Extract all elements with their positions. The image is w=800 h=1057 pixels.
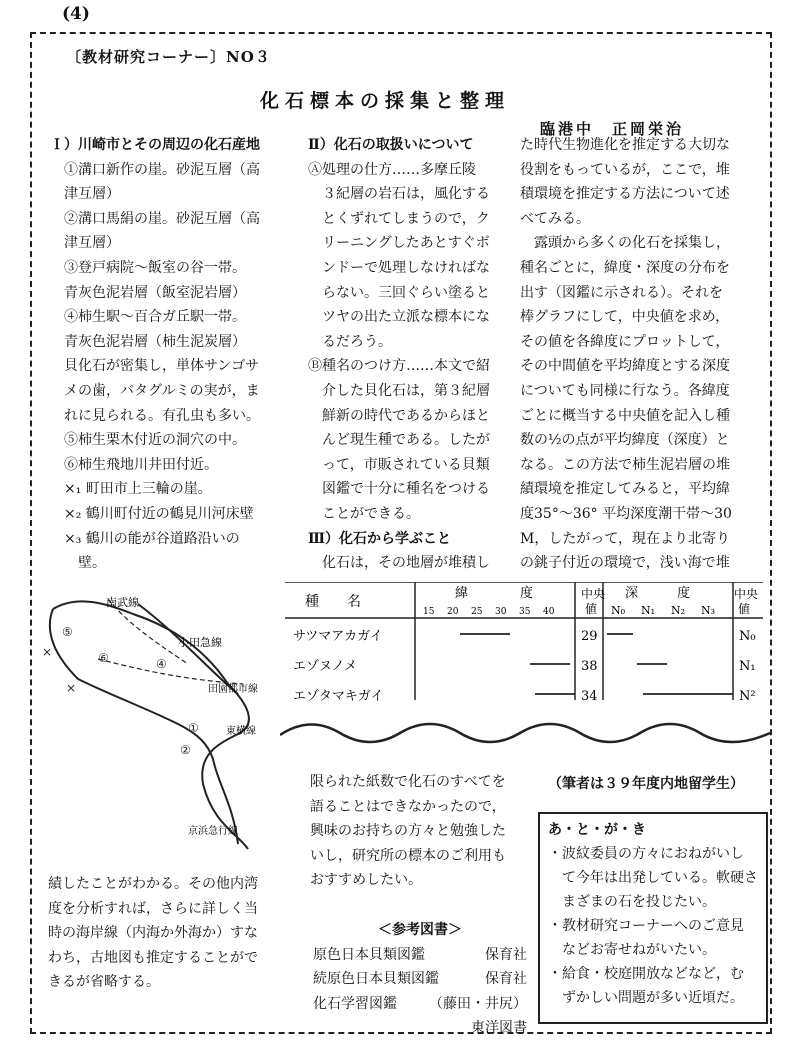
map-site-4: ④ (156, 657, 167, 671)
col2-line: Ⓑ種名のつけ方……本文で紹 (308, 358, 490, 375)
depth-tick: N₁ (641, 604, 656, 617)
reference-publisher: 保育社 (485, 971, 527, 987)
reference-last-publisher: 東洋図書 (471, 1020, 527, 1036)
latitude-center: 38 (581, 659, 598, 674)
afterword-line: ずかしい問題が多い近頃だ。 (548, 990, 744, 1006)
col2-line: ことができる。 (308, 505, 420, 522)
col2-line: んど現生種である。したが (308, 432, 490, 449)
col2-line: Ⅱ）化石の取扱いについて (308, 137, 474, 153)
col1-line: ⑤柿生栗木付近の洞穴の中。 (50, 432, 246, 449)
col1-line: 貝化石が密集し，単体サンゴサ (50, 358, 260, 375)
map-site-2: ② (180, 743, 191, 757)
col2-line: Ⅲ）化石から学ぶこと (308, 530, 452, 547)
depth-tick: N₂ (671, 604, 686, 617)
col1-line: 青灰色泥岩層（飯室泥岩層） (50, 284, 246, 301)
col1-line: 青灰色泥岩層（柿生泥炭層） (50, 333, 246, 350)
map-site-6: ⑥ (98, 651, 109, 665)
col2-line: 図鑑で十分に種名をつける (308, 481, 490, 498)
col3-line: 種名ごとに，緯度・深度の分布を (520, 259, 730, 276)
column-1 (50, 133, 300, 576)
col2-line: 介した貝化石は，第３紀層 (308, 382, 490, 399)
column-3 (520, 133, 775, 576)
latitude-tick: 25 (471, 607, 483, 617)
table-header-center1-a: 中央 (581, 587, 606, 601)
latitude-tick: 35 (519, 607, 531, 617)
col3-line: についても同様に行なう。各緯度 (520, 382, 730, 399)
col1-line: Ｉ）川崎市とその周辺の化石産地 (50, 137, 260, 153)
col2-line: ンドーで処理しなければな (308, 259, 490, 276)
wave-divider (280, 715, 780, 755)
col1-line: ①溝口新作の崖。砂泥互層（高 (50, 161, 260, 178)
table-header-species: 種 名 (305, 594, 361, 610)
species-name: エゾタマキガイ (293, 689, 384, 704)
bottom-line: 時の海岸線（内海か外海か）すな (48, 925, 258, 942)
bottom-paragraph (48, 872, 258, 995)
latitude-center: 29 (581, 629, 598, 644)
depth-tick: N₃ (701, 604, 716, 617)
afterword-line: あ・と・が・き (548, 822, 646, 838)
fossil-site-map (38, 584, 283, 854)
afterword-line: て今年は出発している。軟硬さ (548, 870, 758, 886)
col3-line: その値を各緯度にプロットして， (520, 333, 730, 350)
map-site-5: ⑤ (62, 625, 73, 639)
bottom-line: わち，古地図も推定することがで (48, 949, 258, 966)
closing-line: いし，研究所の標本のご利用も (310, 847, 506, 864)
closing-line: 語ることはできなかったので， (310, 798, 506, 815)
table-header-center2-b: 値 (738, 602, 751, 616)
col3-line: なる。この方法で柿生泥岩層の堆 (520, 456, 730, 473)
latitude-tick: 30 (495, 607, 507, 617)
col1-line: 津互層） (50, 235, 120, 252)
col1-line: ×₁ 町田市上三輪の崖。 (50, 481, 212, 498)
col3-line: 数の½の点が平均緯度（深度）と (520, 432, 730, 449)
author-note: （筆者は３９年度内地留学生） (548, 776, 744, 792)
afterword-box (538, 812, 768, 1024)
col1-line: ⑥柿生飛地川井田付近。 (50, 456, 218, 473)
bottom-line: 度を分析すれば，さらに詳しく当 (48, 900, 258, 917)
col2-line: Ⓐ処理の仕方……多摩丘陵 (308, 161, 476, 178)
col2-line: って，市販されている貝類 (308, 456, 490, 473)
reference-item (313, 967, 527, 992)
col2-line: 鮮新の時代であるからほと (308, 407, 490, 424)
depth-tick: N₀ (611, 604, 626, 617)
depth-center: N₀ (739, 629, 756, 644)
afterword-line: ・波紋委員の方々におねがいし (548, 846, 744, 862)
reference-title: 続原色日本貝類図鑑 (313, 971, 439, 987)
col1-line: ×₂ 鶴川町付近の鶴見川河床壁 (50, 505, 254, 522)
col3-line: ごとに概当する中央値を記入し種 (520, 407, 730, 424)
col3-line: 露頭から多くの化石を採集し， (520, 235, 730, 252)
latitude-tick: 15 (423, 607, 435, 617)
depth-center: N² (739, 689, 756, 704)
col1-line: 壁。 (50, 555, 106, 572)
col3-line: 役割をもっているが，ここで，堆 (520, 161, 730, 178)
reference-publisher: 保育社 (485, 946, 527, 963)
references (313, 918, 527, 1041)
bottom-line: 績したことがわかる。その他内湾 (48, 876, 258, 892)
article-title: 化石標本の採集と整理 (260, 90, 511, 112)
col2-line: ３紀層の岩石は，風化する (308, 186, 490, 203)
author: 臨港中 正岡栄治 (540, 120, 685, 138)
latitude-tick: 40 (543, 607, 555, 617)
afterword-line: まざまの石を投じたい。 (548, 894, 716, 910)
col1-line: れに見られる。有孔虫も多い。 (50, 407, 260, 424)
table-header-depth: 深 度 (625, 586, 691, 601)
reference-title: 原色日本貝類図鑑 (313, 946, 425, 963)
latitude-tick: 20 (447, 607, 459, 617)
fossil-table (285, 582, 765, 712)
species-name: エゾヌノメ (293, 659, 357, 674)
col1-line: ③登戸病院〜飯室の谷一帯。 (50, 259, 246, 276)
table-header-latitude: 緯 度 (455, 586, 534, 601)
closing-line: 限られた紙数で化石のすべてを (310, 774, 506, 790)
map-site-x1: × (42, 645, 53, 659)
col3-line: 出す（図鑑に示される）。それを (520, 284, 723, 301)
col3-line: M，したがって，現在より北寄り (520, 530, 731, 547)
col2-line: ツヤの出た立派な標本にな (308, 309, 490, 326)
species-name: サツマアカガイ (293, 629, 383, 644)
col1-line: ②溝口馬絹の崖。砂泥互層（高 (50, 210, 260, 227)
col2-line: 化石は，その地層が堆積し (308, 555, 490, 572)
col3-line: 積環境を推定する方法について述 (520, 186, 730, 203)
col3-line: 度35°〜36° 平均深度潮干帯〜30 (520, 505, 732, 522)
col2-line: リーニングしたあとすぐボ (308, 235, 490, 252)
map-site-x2: × (66, 681, 77, 695)
col2-line: るだろう。 (308, 333, 392, 350)
table-header-center2-a: 中央 (734, 587, 759, 601)
afterword-line: ・給食・校庭開放などなど，む (548, 966, 744, 982)
map-label-line4: 東横線 (226, 726, 256, 737)
corner-heading: 〔教材研究コーナー〕NO３ (66, 48, 271, 66)
depth-center: N₁ (739, 659, 756, 674)
col1-line: 津互層） (50, 186, 120, 203)
bottom-line: きるが省略する。 (48, 974, 160, 991)
closing-paragraph (310, 770, 506, 893)
col2-line: とくずれてしまうので，ク (308, 210, 490, 227)
col1-line: メの歯，バタグルミの実が，ま (50, 382, 260, 399)
reference-publisher: （藤田・井尻） (429, 995, 527, 1012)
reference-item (313, 992, 527, 1017)
references-title: ＜参考図書＞ (378, 922, 462, 938)
col1-line: ×₃ 鶴川の能が谷道路沿いの (50, 530, 240, 547)
map-label-line3: 田園都市線 (208, 684, 258, 695)
col3-line: 棒グラフにして，中央値を求め， (520, 309, 730, 326)
closing-line: 興味のお持ちの方々と勉強した (310, 823, 506, 839)
col1-line: ④柿生駅〜百合ガ丘駅一帯。 (50, 309, 246, 326)
col3-line: べてみる。 (520, 210, 590, 227)
closing-line: おすすめしたい。 (310, 872, 423, 888)
column-2 (308, 133, 518, 576)
latitude-center: 34 (581, 689, 598, 704)
afterword-line: などお寄せねがいたい。 (548, 942, 716, 958)
col3-line: の銚子付近の環境で，浅い海で堆 (520, 555, 730, 572)
afterword-line: ・教材研究コーナーへのご意見 (548, 918, 744, 934)
table-header-center1-b: 値 (585, 602, 598, 616)
map-label-line5: 京浜急行線 (188, 826, 238, 837)
reference-item (313, 943, 527, 968)
map-label-line1: 南武線 (106, 596, 139, 609)
map-site-1: ① (188, 721, 199, 735)
col3-line: その中間値を平均緯度とする深度 (520, 358, 730, 375)
col2-line: らない。三回ぐらい塗ると (308, 284, 490, 301)
page-number: (4) (62, 4, 90, 24)
col3-line: た時代生物進化を推定する大切な (520, 137, 730, 153)
reference-title: 化石学習図鑑 (313, 995, 397, 1012)
fossil-table-wrap (285, 582, 765, 716)
col3-line: 績環境を推定してみると，平均緯 (520, 481, 730, 498)
map-label-line2: 小田急線 (178, 636, 222, 649)
